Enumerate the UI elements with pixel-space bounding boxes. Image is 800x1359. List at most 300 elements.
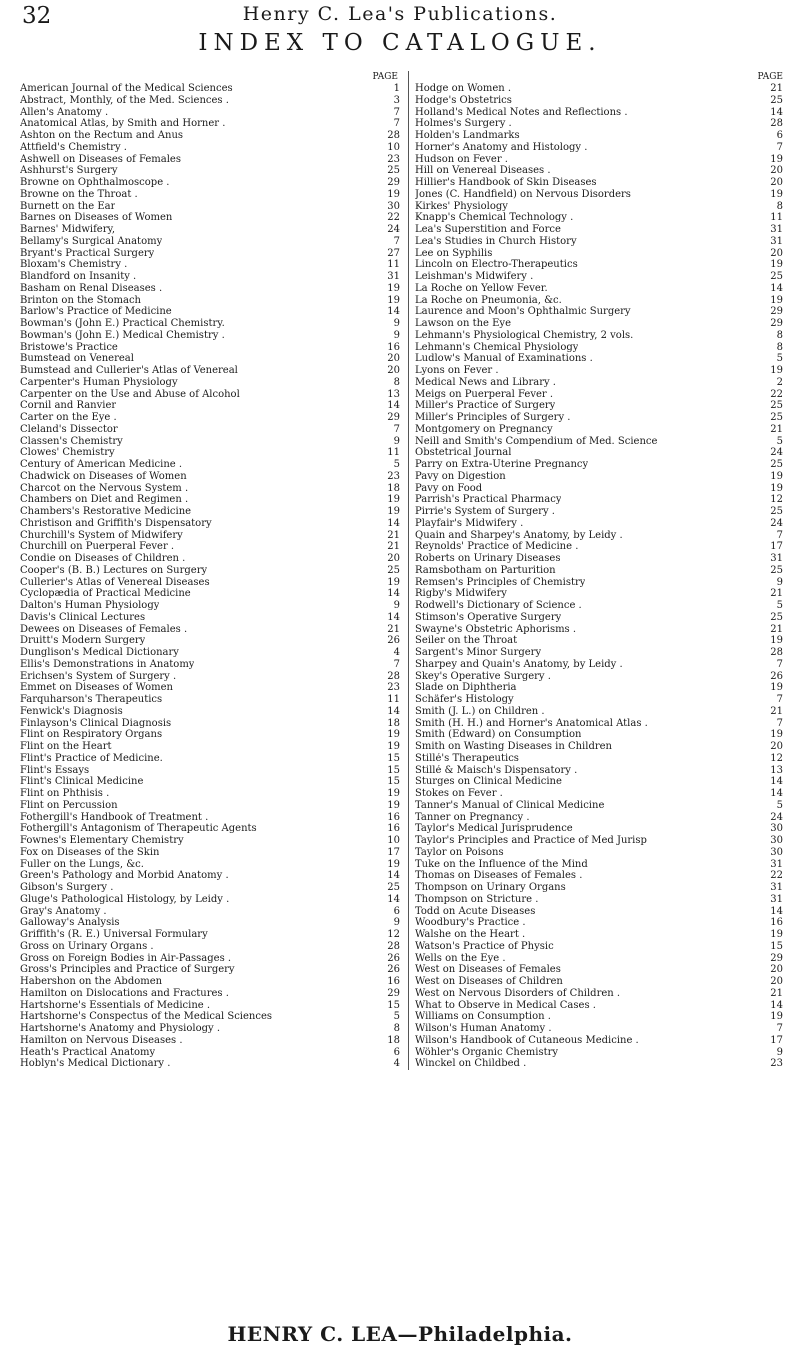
entry-page-number: 14 — [378, 870, 400, 882]
entry-page-number: 15 — [761, 941, 783, 953]
index-entry — [415, 988, 783, 1000]
index-entry — [20, 718, 400, 730]
entry-title: Lee on Syphilis — [415, 247, 493, 259]
entry-page-number: 21 — [761, 424, 783, 436]
entry-page-number: 11 — [378, 259, 400, 271]
index-entry — [415, 236, 783, 248]
index-entry — [20, 894, 400, 906]
index-entry — [415, 1058, 783, 1070]
entry-title: Lea's Studies in Church History — [415, 235, 577, 247]
entry-page-number: 25 — [378, 165, 400, 177]
index-entry — [415, 788, 783, 800]
entry-title: Bumstead and Cullerier's Atlas of Venereal — [20, 365, 238, 376]
index-entry — [415, 189, 783, 201]
entry-page-number: 7 — [378, 118, 400, 130]
entry-page-number: 19 — [378, 506, 400, 518]
entry-page-number: 8 — [378, 1023, 400, 1035]
entry-page-number: 29 — [378, 177, 400, 189]
entry-title: Taylor's Principles and Practice of Med Jurisp — [415, 835, 647, 846]
index-entry — [20, 400, 400, 412]
entry-title: Abstract, Monthly, of the Med. Sciences . — [20, 94, 229, 106]
entry-title: Bowman's (John E.) Practical Chemistry. — [20, 318, 225, 329]
index-entry — [20, 471, 400, 483]
entry-page-number: 20 — [761, 165, 783, 177]
entry-title: Sturges on Clinical Medicine — [415, 776, 562, 788]
index-entry — [415, 83, 783, 95]
entry-page-number: 19 — [378, 800, 400, 812]
entry-title: Knapp's Chemical Technology . — [415, 212, 574, 224]
index-entry — [415, 741, 783, 753]
entry-title: Playfair's Midwifery . — [415, 517, 524, 529]
index-entry — [20, 1011, 400, 1023]
entry-title: Bellamy's Surgical Anatomy — [20, 235, 163, 247]
index-entry — [415, 682, 783, 694]
entry-page-number: 18 — [378, 718, 400, 730]
entry-title: Pirrie's System of Surgery . — [415, 506, 555, 517]
entry-title: Schäfer's Histology — [415, 694, 514, 705]
entry-page-number: 6 — [378, 906, 400, 918]
entry-title: Blandford on Insanity . — [20, 271, 137, 282]
index-entry — [20, 177, 400, 189]
index-entry — [20, 776, 400, 788]
entry-page-number: 21 — [761, 588, 783, 600]
entry-title: Stimson's Operative Surgery — [415, 611, 562, 623]
index-entry — [415, 859, 783, 871]
entry-page-number: 25 — [761, 400, 783, 412]
entry-title: Hodge's Obstetrics — [415, 94, 512, 106]
index-entry — [20, 741, 400, 753]
entry-page-number: 16 — [378, 812, 400, 824]
index-entry — [20, 483, 400, 495]
index-entry — [415, 1011, 783, 1023]
index-entry — [20, 682, 400, 694]
index-entry — [20, 318, 400, 330]
entry-page-number: 14 — [378, 612, 400, 624]
entry-title: Woodbury's Practice . — [415, 917, 526, 929]
entry-page-number: 28 — [378, 130, 400, 142]
entry-page-number: 25 — [761, 565, 783, 577]
entry-page-number: 29 — [761, 318, 783, 330]
index-entry — [20, 976, 400, 988]
index-entry — [20, 588, 400, 600]
entry-title: Allen's Anatomy . — [20, 106, 109, 118]
entry-page-number: 20 — [761, 964, 783, 976]
entry-title: Rigby's Midwifery — [415, 588, 507, 600]
index-entry — [415, 459, 783, 471]
index-entry — [20, 165, 400, 177]
running-head: Henry C. Lea's Publications. — [242, 3, 558, 25]
entry-title: Hillier's Handbook of Skin Diseases — [415, 177, 597, 188]
entry-title: Hodge on Women . — [415, 83, 512, 94]
index-entry — [415, 964, 783, 976]
entry-title: Gross on Foreign Bodies in Air-Passages . — [20, 952, 232, 964]
entry-page-number: 31 — [761, 553, 783, 565]
page-title: INDEX TO CATALOGUE. — [198, 30, 602, 56]
index-entry — [415, 612, 783, 624]
entry-title: Flint's Clinical Medicine — [20, 776, 144, 788]
index-entry — [415, 377, 783, 389]
entry-page-number: 31 — [378, 271, 400, 283]
index-entry — [20, 353, 400, 365]
index-entry — [415, 635, 783, 647]
index-entry — [415, 271, 783, 283]
entry-title: La Roche on Pneumonia, &c. — [415, 294, 562, 306]
index-entry — [20, 553, 400, 565]
entry-page-number: 20 — [378, 553, 400, 565]
index-entry — [415, 823, 783, 835]
index-entry — [415, 870, 783, 882]
index-entry — [20, 389, 400, 401]
entry-page-number: 19 — [378, 788, 400, 800]
index-entry — [20, 882, 400, 894]
entry-title: Habershon on the Abdomen — [20, 976, 163, 987]
entry-title: West on Diseases of Females — [415, 964, 561, 976]
entry-page-number: 23 — [378, 682, 400, 694]
entry-page-number: 21 — [761, 988, 783, 1000]
entry-page-number: 29 — [378, 988, 400, 1000]
index-entry — [20, 189, 400, 201]
index-entry — [20, 753, 400, 765]
entry-title: Finlayson's Clinical Diagnosis — [20, 717, 172, 729]
entry-page-number: 19 — [761, 295, 783, 307]
entry-title: Flint on Percussion — [20, 799, 118, 811]
entry-title: Flint on Phthisis . — [20, 788, 110, 799]
entry-page-number: 17 — [761, 1035, 783, 1047]
entry-page-number: 28 — [761, 118, 783, 130]
index-entry — [20, 929, 400, 941]
entry-page-number: 30 — [761, 835, 783, 847]
entry-page-number: 21 — [378, 624, 400, 636]
index-entry — [20, 659, 400, 671]
entry-title: Lyons on Fever . — [415, 365, 499, 376]
entry-title: Carpenter's Human Physiology — [20, 376, 178, 388]
index-entry — [415, 776, 783, 788]
index-entry — [20, 800, 400, 812]
entry-page-number: 14 — [378, 588, 400, 600]
entry-page-number: 19 — [761, 682, 783, 694]
index-entry — [20, 612, 400, 624]
entry-page-number: 12 — [378, 929, 400, 941]
entry-page-number: 5 — [378, 1011, 400, 1023]
entry-page-number: 7 — [761, 694, 783, 706]
entry-page-number: 7 — [378, 107, 400, 119]
index-entry — [415, 541, 783, 553]
entry-title: Holland's Medical Notes and Reflections . — [415, 106, 628, 118]
index-entry — [415, 917, 783, 929]
entry-page-number: 25 — [761, 95, 783, 107]
index-entry — [415, 248, 783, 260]
index-column-right — [408, 71, 783, 1070]
entry-page-number: 19 — [761, 635, 783, 647]
entry-page-number: 5 — [761, 800, 783, 812]
entry-page-number: 27 — [378, 248, 400, 260]
index-entry — [415, 765, 783, 777]
index-entry — [20, 988, 400, 1000]
entry-page-number: 7 — [761, 530, 783, 542]
entry-page-number: 24 — [761, 447, 783, 459]
entry-page-number: 3 — [378, 95, 400, 107]
entry-title: Thompson on Stricture . — [415, 893, 539, 905]
entry-title: Wilson's Handbook of Cutaneous Medicine . — [415, 1034, 639, 1046]
entry-page-number: 31 — [761, 224, 783, 236]
entry-page-number: 26 — [761, 671, 783, 683]
index-entry — [415, 1047, 783, 1059]
entry-page-number: 26 — [378, 964, 400, 976]
index-entry — [20, 118, 400, 130]
entry-title: Smith (H. H.) and Horner's Anatomical Atlas . — [415, 717, 648, 729]
index-entry — [415, 800, 783, 812]
entry-page-number: 23 — [761, 1058, 783, 1070]
entry-title: Obstetrical Journal — [415, 447, 512, 459]
index-entry — [415, 518, 783, 530]
entry-page-number: 7 — [378, 236, 400, 248]
entry-title: Quain and Sharpey's Anatomy, by Leidy . — [415, 529, 623, 541]
entry-title: Holden's Landmarks — [415, 130, 520, 141]
entry-title: Lincoln on Electro-Therapeutics — [415, 259, 578, 271]
entry-title: Rodwell's Dictionary of Science . — [415, 600, 582, 611]
entry-title: Winckel on Childbed . — [415, 1058, 527, 1070]
entry-title: Barnes' Midwifery, — [20, 224, 116, 235]
entry-page-number: 20 — [761, 741, 783, 753]
entry-title: Gluge's Pathological Histology, by Leidy . — [20, 893, 230, 905]
entry-title: Browne on the Throat . — [20, 188, 138, 200]
entry-page-number: 28 — [378, 941, 400, 953]
entry-page-number: 21 — [378, 541, 400, 553]
entry-page-number: 31 — [761, 894, 783, 906]
index-entry — [20, 201, 400, 213]
entry-page-number: 24 — [761, 518, 783, 530]
index-entry — [20, 83, 400, 95]
entry-page-number: 19 — [378, 283, 400, 295]
entry-title: Ashhurst's Surgery — [20, 165, 118, 177]
entry-page-number: 17 — [761, 541, 783, 553]
entry-title: Bristowe's Practice — [20, 341, 118, 353]
entry-page-number: 24 — [378, 224, 400, 236]
entry-title: Wells on the Eye . — [415, 952, 506, 964]
entry-title: Christison and Griffith's Dispensatory — [20, 517, 212, 529]
index-entry — [20, 835, 400, 847]
entry-title: Hoblyn's Medical Dictionary . — [20, 1058, 171, 1070]
index-entry — [415, 154, 783, 166]
entry-page-number: 20 — [761, 177, 783, 189]
entry-title: Barlow's Practice of Medicine — [20, 306, 172, 318]
entry-page-number: 5 — [378, 459, 400, 471]
entry-page-number: 7 — [761, 659, 783, 671]
index-entry — [415, 929, 783, 941]
entry-page-number: 19 — [761, 189, 783, 201]
entry-title: Classen's Chemistry — [20, 435, 123, 447]
index-entry — [415, 882, 783, 894]
index-entry — [20, 577, 400, 589]
entry-title: Gross on Urinary Organs . — [20, 940, 154, 952]
entry-title: Charcot on the Nervous System . — [20, 482, 189, 494]
entry-page-number: 26 — [378, 953, 400, 965]
index-entry — [415, 107, 783, 119]
index-entry — [20, 765, 400, 777]
index-entry — [415, 1023, 783, 1035]
index-entry — [20, 365, 400, 377]
index-entry — [415, 400, 783, 412]
entry-page-number: 29 — [761, 306, 783, 318]
entry-title: Farquharson's Therapeutics — [20, 694, 163, 705]
entry-title: Lea's Superstition and Force — [415, 224, 561, 235]
entry-page-number: 15 — [378, 753, 400, 765]
entry-title: Taylor's Medical Jurisprudence — [415, 823, 573, 835]
index-entry — [20, 917, 400, 929]
entry-page-number: 7 — [378, 424, 400, 436]
entry-title: Gross's Principles and Practice of Surgery — [20, 964, 235, 976]
index-entry — [20, 424, 400, 436]
entry-title: Leishman's Midwifery . — [415, 271, 534, 282]
index-entry — [415, 424, 783, 436]
entry-page-number: 9 — [378, 318, 400, 330]
index-entry — [20, 224, 400, 236]
entry-page-number: 24 — [761, 812, 783, 824]
entry-page-number: 12 — [761, 753, 783, 765]
entry-title: Bryant's Practical Surgery — [20, 247, 155, 259]
index-entry — [20, 729, 400, 741]
entry-title: Stokes on Fever . — [415, 788, 503, 799]
index-entry — [415, 342, 783, 354]
entry-page-number: 16 — [378, 976, 400, 988]
entry-title: Ellis's Demonstrations in Anatomy — [20, 658, 195, 670]
index-entry — [415, 812, 783, 824]
index-entry — [20, 1000, 400, 1012]
entry-title: Neill and Smith's Compendium of Med. Science — [415, 435, 658, 447]
entry-title: Cleland's Dissector — [20, 423, 118, 435]
page-number: 32 — [22, 3, 52, 29]
entry-title: Green's Pathology and Morbid Anatomy . — [20, 870, 229, 882]
entry-page-number: 15 — [378, 776, 400, 788]
index-entry — [20, 906, 400, 918]
index-entry — [20, 953, 400, 965]
entry-page-number: 17 — [378, 847, 400, 859]
entry-page-number: 16 — [761, 917, 783, 929]
index-list-left — [20, 83, 400, 1070]
entry-title: Attfield's Chemistry . — [20, 141, 127, 153]
entry-page-number: 8 — [761, 342, 783, 354]
index-entry — [20, 788, 400, 800]
entry-page-number: 20 — [378, 365, 400, 377]
entry-title: Hudson on Fever . — [415, 153, 508, 165]
entry-page-number: 19 — [761, 154, 783, 166]
entry-title: Carter on the Eye . — [20, 412, 117, 423]
index-entry — [20, 812, 400, 824]
entry-page-number: 25 — [761, 506, 783, 518]
index-entry — [415, 201, 783, 213]
entry-title: Gibson's Surgery . — [20, 882, 114, 893]
entry-title: Century of American Medicine . — [20, 459, 183, 470]
entry-title: Ludlow's Manual of Examinations . — [415, 353, 593, 365]
entry-page-number: 19 — [378, 189, 400, 201]
entry-page-number: 23 — [378, 154, 400, 166]
entry-page-number: 10 — [378, 835, 400, 847]
entry-title: Thomas on Diseases of Females . — [415, 870, 583, 882]
entry-title: Burnett on the Ear — [20, 200, 116, 212]
entry-page-number: 8 — [378, 377, 400, 389]
entry-title: Fenwick's Diagnosis — [20, 705, 123, 717]
entry-page-number: 6 — [378, 1047, 400, 1059]
entry-page-number: 14 — [761, 283, 783, 295]
entry-title: Fuller on the Lungs, &c. — [20, 858, 144, 870]
index-entry — [415, 412, 783, 424]
index-entry — [415, 753, 783, 765]
entry-title: Lehmann's Physiological Chemistry, 2 vols. — [415, 329, 634, 341]
index-list-right — [415, 83, 783, 1070]
entry-title: Erichsen's System of Surgery . — [20, 670, 177, 682]
entry-title: Smith (J. L.) on Children . — [415, 705, 545, 717]
entry-page-number: 13 — [378, 389, 400, 401]
entry-page-number: 28 — [761, 647, 783, 659]
entry-page-number: 20 — [378, 353, 400, 365]
entry-title: Fownes's Elementary Chemistry — [20, 835, 184, 846]
index-entry — [20, 600, 400, 612]
entry-title: Browne on Ophthalmoscope . — [20, 177, 170, 188]
index-entry — [20, 447, 400, 459]
entry-page-number: 14 — [761, 107, 783, 119]
entry-page-number: 31 — [761, 882, 783, 894]
entry-page-number: 9 — [378, 330, 400, 342]
entry-title: Pavy on Digestion — [415, 470, 506, 482]
entry-title: Cooper's (B. B.) Lectures on Surgery — [20, 564, 208, 576]
entry-title: Tanner on Pregnancy . — [415, 811, 530, 823]
entry-page-number: 16 — [378, 342, 400, 354]
entry-title: Churchill's System of Midwifery — [20, 529, 183, 541]
index-entry — [20, 565, 400, 577]
entry-title: Griffith's (R. E.) Universal Formulary — [20, 929, 208, 940]
entry-title: Hamilton on Nervous Diseases . — [20, 1034, 183, 1046]
index-entry — [20, 635, 400, 647]
entry-title: Brinton on the Stomach — [20, 294, 141, 306]
index-entry — [20, 624, 400, 636]
index-entry — [415, 953, 783, 965]
index-entry — [415, 142, 783, 154]
entry-title: West on Nervous Disorders of Children . — [415, 987, 621, 999]
index-entry — [415, 224, 783, 236]
index-entry — [20, 1058, 400, 1070]
entry-page-number: 11 — [761, 212, 783, 224]
index-entry — [415, 389, 783, 401]
entry-page-number: 25 — [378, 882, 400, 894]
entry-title: Hill on Venereal Diseases . — [415, 165, 551, 177]
index-entry — [20, 259, 400, 271]
index-entry — [415, 941, 783, 953]
entry-title: Cyclopædia of Practical Medicine — [20, 588, 191, 600]
index-entry — [20, 1023, 400, 1035]
index-entry — [20, 706, 400, 718]
entry-page-number: 19 — [378, 741, 400, 753]
entry-title: Meigs on Puerperal Fever . — [415, 388, 554, 400]
entry-page-number: 18 — [378, 483, 400, 495]
index-entry — [20, 154, 400, 166]
index-entry — [20, 436, 400, 448]
entry-page-number: 18 — [378, 1035, 400, 1047]
entry-title: Hartshorne's Conspectus of the Medical Sciences — [20, 1011, 273, 1023]
entry-page-number: 19 — [761, 259, 783, 271]
index-entry — [20, 518, 400, 530]
entry-page-number: 15 — [378, 1000, 400, 1012]
entry-title: Parry on Extra-Uterine Pregnancy — [415, 459, 589, 470]
entry-page-number: 15 — [378, 765, 400, 777]
index-entry — [20, 107, 400, 119]
index-entry — [20, 248, 400, 260]
entry-title: Bowman's (John E.) Medical Chemistry . — [20, 329, 225, 341]
entry-page-number: 1 — [378, 83, 400, 95]
index-entry — [20, 1035, 400, 1047]
entry-page-number: 21 — [378, 530, 400, 542]
entry-page-number: 30 — [761, 823, 783, 835]
index-entry — [415, 283, 783, 295]
